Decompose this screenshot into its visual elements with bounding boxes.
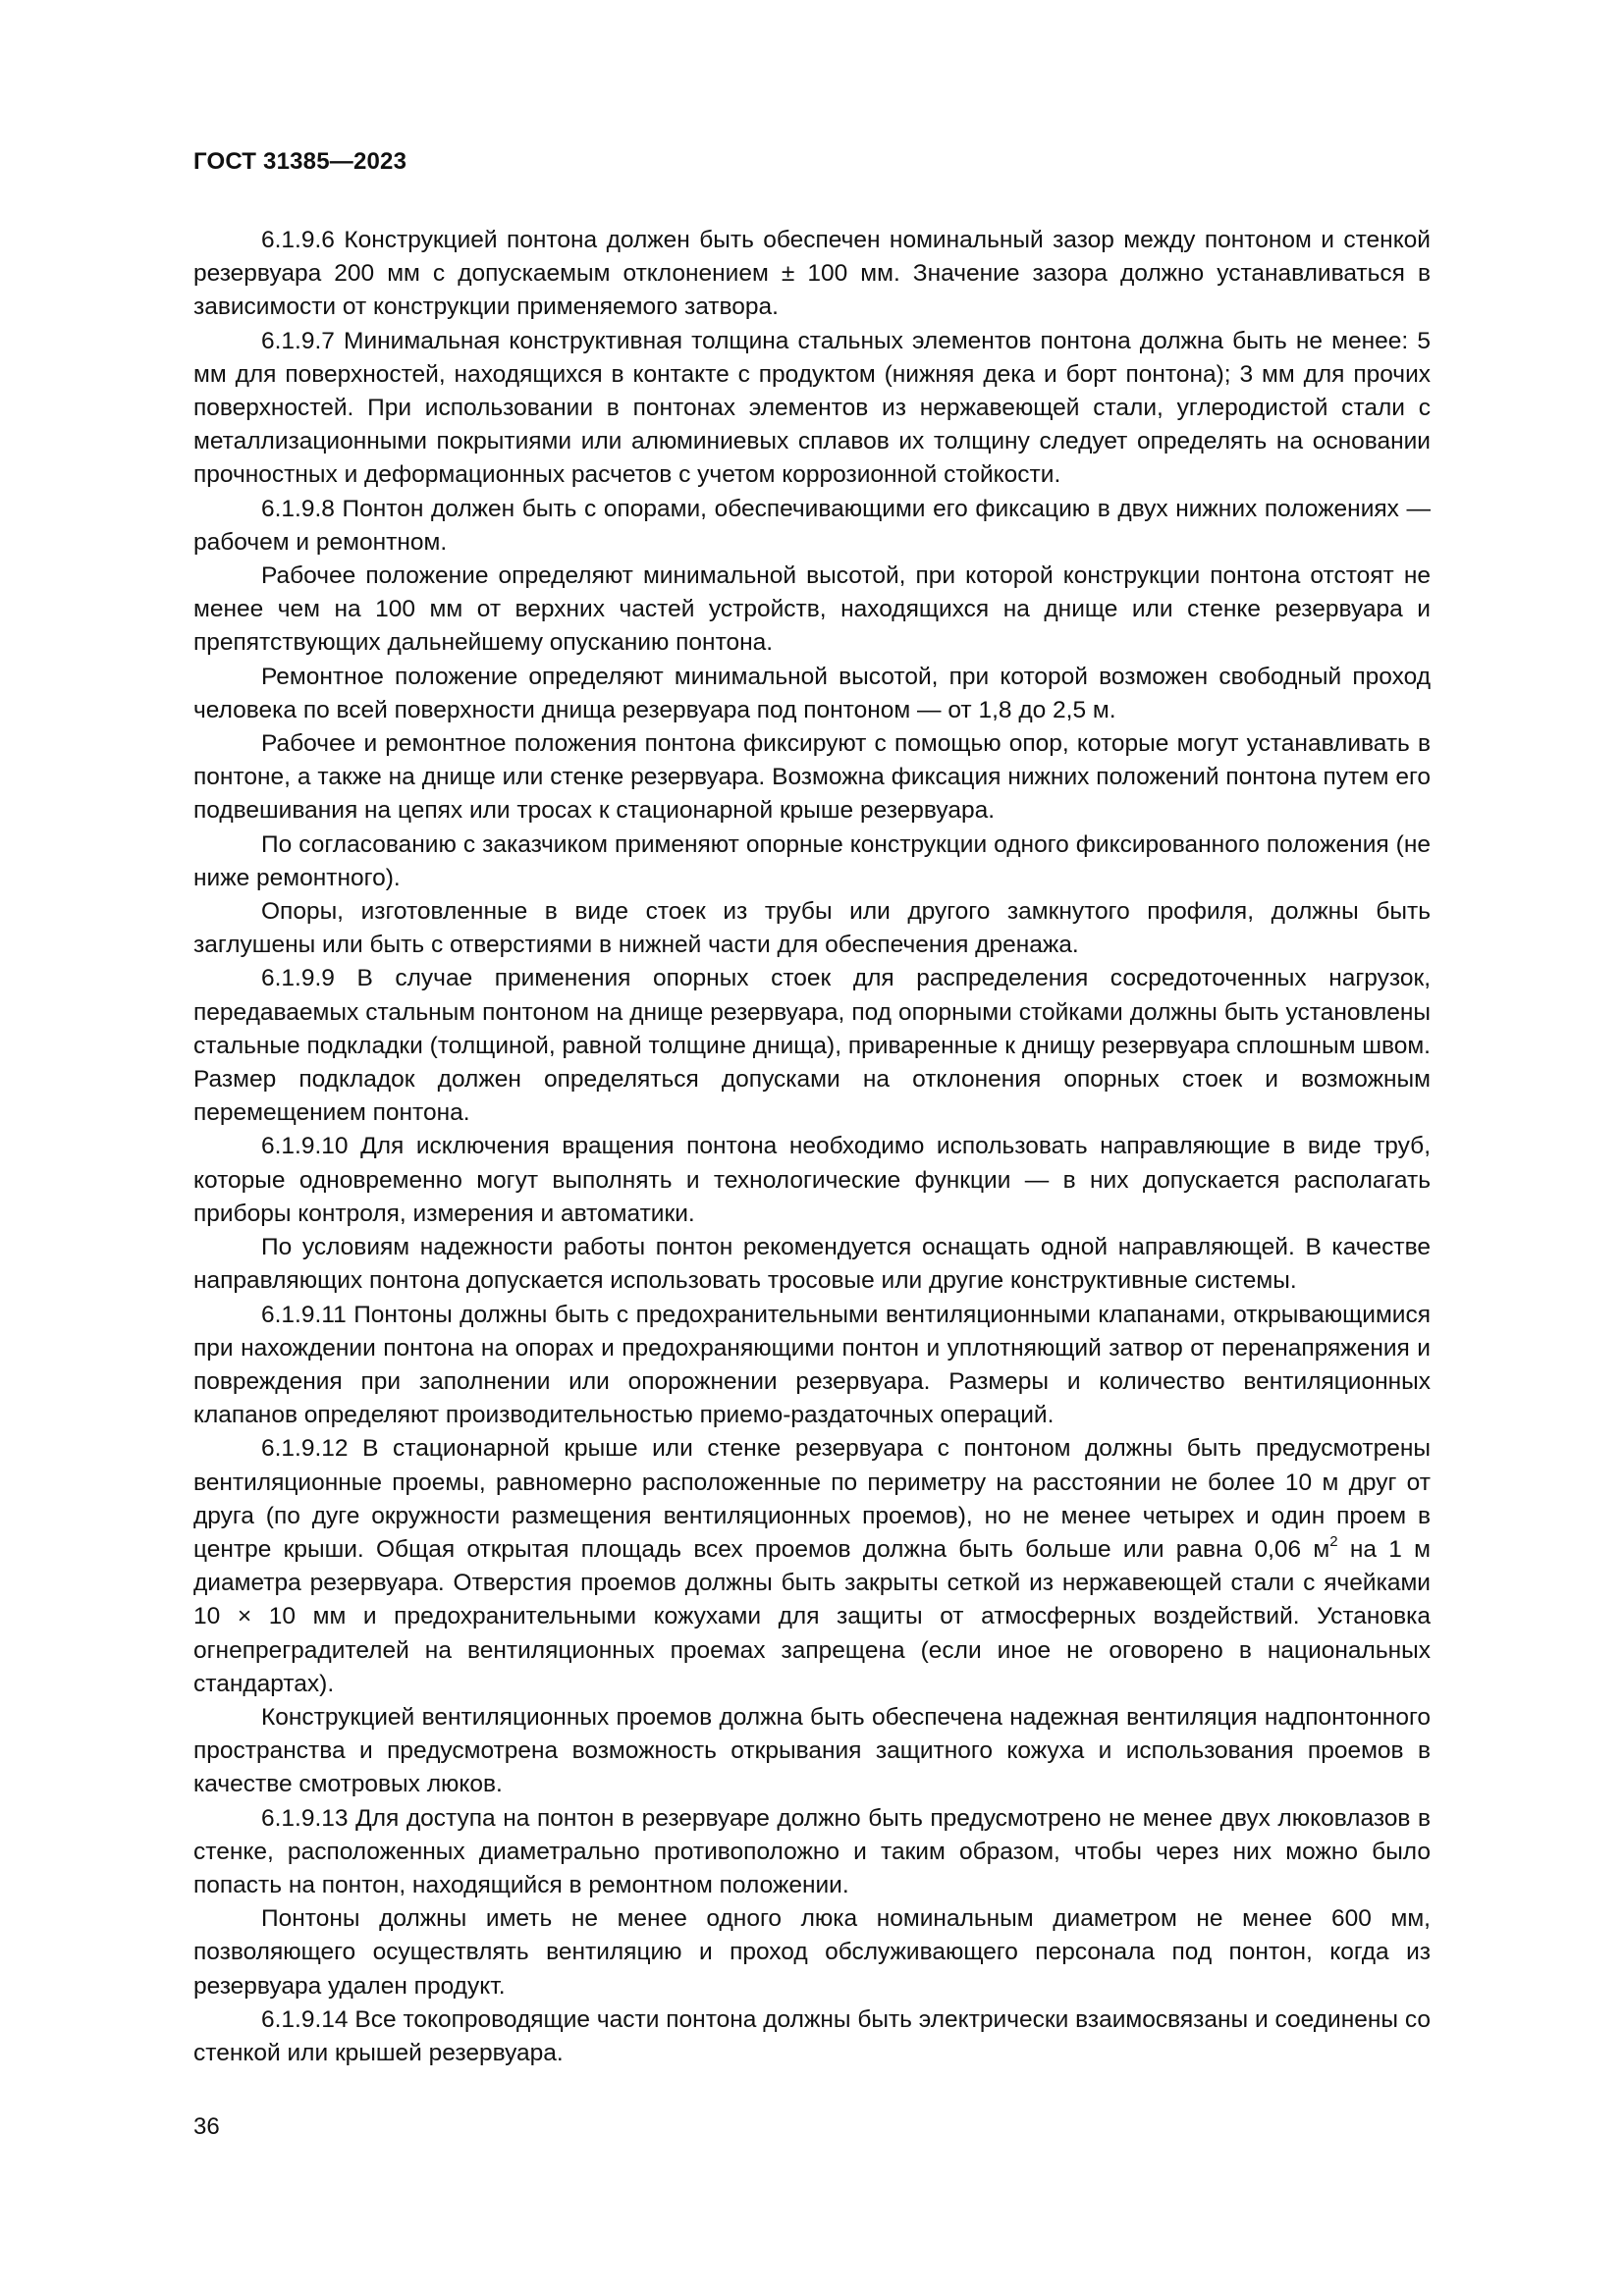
paragraph-6-1-9-12-part-1: 6.1.9.12 В стационарной крыше или стенке резервуара с понтоном должны быть предусмотрены вентиляционные проемы, равномерно расположенные по периметру на расстоянии не более 10 м друг от друга (по дуге окружности размещения вентиляционных проемов), но не менее четырех и один проем в центре крыши. Общая открытая площадь всех проемов должна быть больше или равна 0,06 м <box>193 1435 1431 1563</box>
paragraph-6-1-9-6: 6.1.9.6 Конструкцией понтона должен быть обеспечен номинальный зазор между понтоном и стенкой резервуара 200 мм с допускаемым отклонением ± 100 мм. Значение зазора должно устанавливаться в зависимости от конструкции применяемого затвора. <box>193 227 1431 321</box>
paragraph-ventilation-design: Конструкцией вентиляционных проемов должна быть обеспечена надежная вентиляция надпонтонного пространства и предусмотрена возможность открывания защитного кожуха и использования проемов в качестве смотровых люков. <box>193 1703 1431 1798</box>
superscript-square: 2 <box>1329 1532 1338 1550</box>
document-body <box>193 224 1431 2070</box>
paragraph-guide-reliability: По условиям надежности работы понтон рекомендуется оснащать одной направляющей. В качестве направляющих понтона допускается использовать тросовые или другие конструктивные системы. <box>193 1234 1431 1295</box>
paragraph-6-1-9-9: 6.1.9.9 В случае применения опорных стоек для распределения сосредоточенных нагрузок, передаваемых стальным понтоном на днище резервуара, под опорными стойками должны быть установлены стальные подкладки (толщиной, равной толщине днища), приваренные к днищу резервуара сплошным швом. Размер подкладок должен определяться допусками на отклонения опорных стоек и возможным перемещением понтона. <box>193 965 1431 1127</box>
paragraph-hatch: Понтоны должны иметь не менее одного люка номинальным диаметром не менее 600 мм, позволяющего осуществлять вентиляцию и проход обслуживающего персонала под понтон, когда из резервуара удален продукт. <box>193 1905 1431 2000</box>
paragraph-working-position: Рабочее положение определяют минимальной высотой, при которой конструкции понтона отстоят не менее чем на 100 мм от верхних частей устройств, находящихся на днище или стенке резервуара и препятствующих дальнейшему опусканию понтона. <box>193 562 1431 657</box>
paragraph-6-1-9-12-part-2: на 1 м диаметра резервуара. Отверстия проемов должны быть закрыты сеткой из нержавеющей стали с ячейками 10 × 10 мм и предохранительными кожухами для защиты от атмосферных воздействий. Установка огнепреградителей на вентиляционных проемах запрещена (если иное не оговорено в национальных стандартах). <box>193 1535 1431 1697</box>
page-number: 36 <box>193 2113 220 2140</box>
paragraph-6-1-9-11: 6.1.9.11 Понтоны должны быть с предохранительными вентиляционными клапанами, открывающимися при нахождении понтона на опорах и предохраняющими понтон и уплотняющий затвор от перенапряжения и повреждения при заполнении или опорожнении резервуара. Размеры и количество вентиляционных клапанов определяют производительностью приемо-раздаточных операций. <box>193 1301 1431 1429</box>
paragraph-position-fixing: Рабочее и ремонтное положения понтона фиксируют с помощью опор, которые могут устанавливать в понтоне, а также на днище или стенке резервуара. Возможна фиксация нижних положений понтона путем его подвешивания на цепях или тросах к стационарной крыше резервуара. <box>193 730 1431 825</box>
paragraph-6-1-9-7: 6.1.9.7 Минимальная конструктивная толщина стальных элементов понтона должна быть не менее: 5 мм для поверхностей, находящихся в контакте с продуктом (нижняя дека и борт понтона); 3 мм для прочих поверхностей. При использовании в понтонах элементов из нержавеющей стали, углеродистой стали с металлизационными покрытиями или алюминиевых сплавов их толщину следует определять на основании прочностных и деформационных расчетов с учетом коррозионной стойкости. <box>193 327 1431 489</box>
paragraph-6-1-9-12 <box>193 1432 1431 1701</box>
paragraph-repair-position: Ремонтное положение определяют минимальной высотой, при которой возможен свободный проход человека по всей поверхности днища резервуара под понтоном — от 1,8 до 2,5 м. <box>193 663 1431 723</box>
paragraph-6-1-9-14: 6.1.9.14 Все токопроводящие части понтона должны быть электрически взаимосвязаны и соединены со стенкой или крышей резервуара. <box>193 2005 1431 2066</box>
paragraph-customer-agreement: По согласованию с заказчиком применяют опорные конструкции одного фиксированного положения (не ниже ремонтного). <box>193 830 1431 891</box>
paragraph-6-1-9-10: 6.1.9.10 Для исключения вращения понтона необходимо использовать направляющие в виде труб, которые одновременно могут выполнять и технологические функции — в них допускается располагать приборы контроля, измерения и автоматики. <box>193 1133 1431 1227</box>
document-header: ГОСТ 31385—2023 <box>193 148 407 175</box>
paragraph-supports-drainage: Опоры, изготовленные в виде стоек из трубы или другого замкнутого профиля, должны быть заглушены или быть с отверстиями в нижней части для обеспечения дренажа. <box>193 898 1431 959</box>
paragraph-6-1-9-8: 6.1.9.8 Понтон должен быть с опорами, обеспечивающими его фиксацию в двух нижних положениях — рабочем и ремонтном. <box>193 495 1431 556</box>
paragraph-6-1-9-13: 6.1.9.13 Для доступа на понтон в резервуаре должно быть предусмотрено не менее двух люковлазов в стенке, расположенных диаметрально противоположно и таким образом, чтобы через них можно было попасть на понтон, находящийся в ремонтном положении. <box>193 1804 1431 1898</box>
